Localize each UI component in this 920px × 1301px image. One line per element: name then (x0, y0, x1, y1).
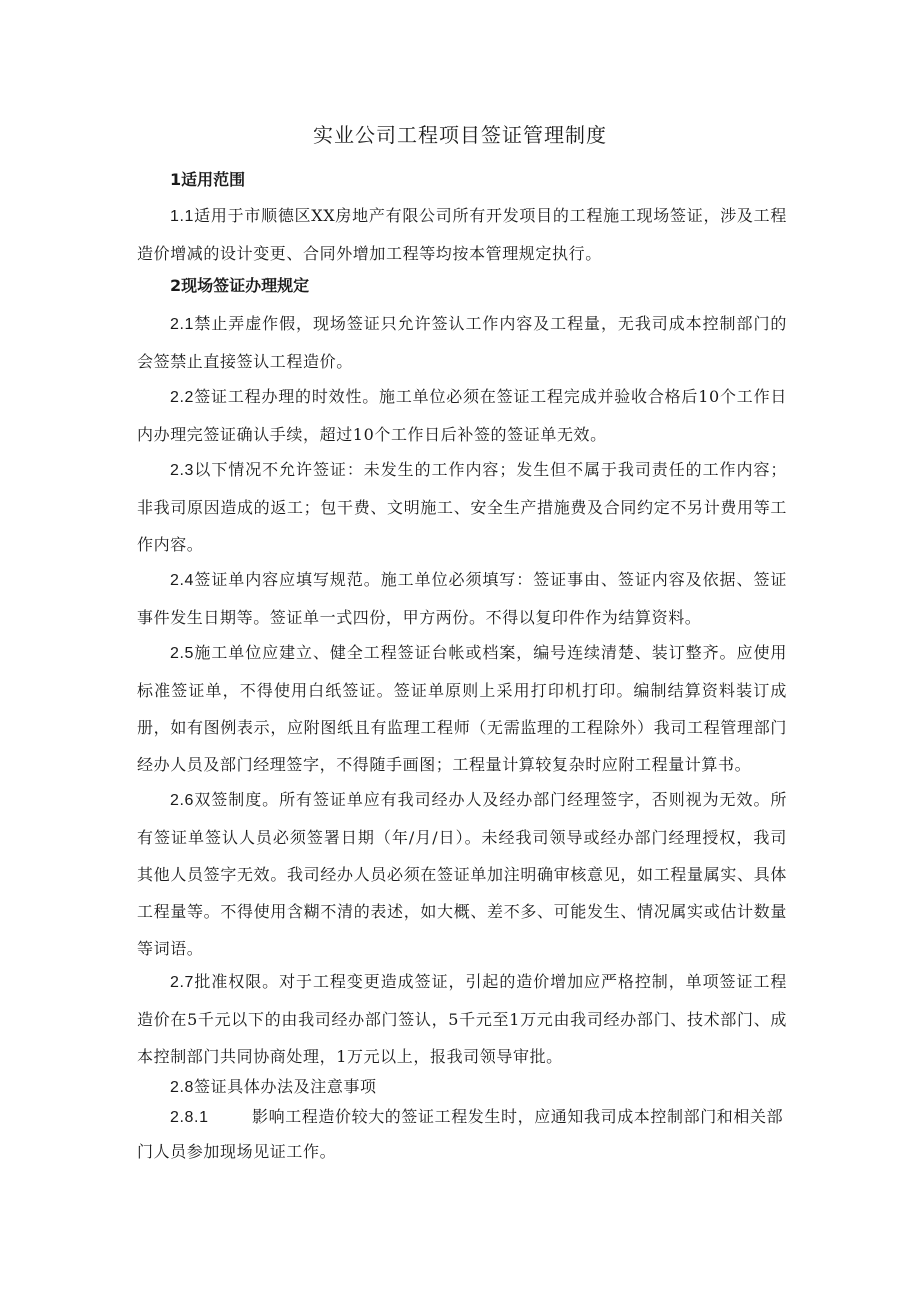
paragraph (137, 305, 787, 380)
paragraph-text: 适用于市顺德区XX房地产有限公司所有开发项目的工程施工现场签证，涉及工程造价增减的设计变更、合同外增加工程等均按本管理规定执行。 (137, 206, 787, 263)
paragraph-number: 2.1 (170, 316, 195, 333)
paragraph (137, 781, 787, 967)
paragraph-number: 2.2 (170, 389, 195, 406)
sub-item (137, 1100, 787, 1169)
paragraph (137, 561, 787, 636)
paragraph-text: 双签制度。所有签证单应有我司经办人及经办部门经理签字，否则视为无效。所有签证单签认人员必须签署日期（年/月/日）。未经我司领导或经办部门经理授权，我司其他人员签字无效。我司经办人员必须在签证单加注明确审核意见，如工程量属实、具体工程量等。不得使用含糊不清的表述，如大概、差不多、可能发生、情况属实或估计数量等词语。 (137, 790, 787, 958)
paragraph-text: 签证具体办法及注意事项 (194, 1077, 377, 1096)
paragraph (137, 197, 787, 272)
paragraph-text: 签证工程办理的时效性。施工单位必须在签证工程完成并验收合格后10个工作日内办理完签证确认手续，超过10个工作日后补签的签证单无效。 (137, 387, 787, 444)
section-heading: 2现场签证办理规定 (170, 276, 310, 295)
paragraph-number: 2.8 (170, 1079, 195, 1096)
paragraph-number: 1.1 (170, 208, 195, 225)
paragraph (137, 634, 787, 783)
section-heading: 1适用范围 (170, 170, 246, 189)
paragraph-text: 签证单内容应填写规范。施工单位必须填写：签证事由、签证内容及依据、签证事件发生日期等。签证单一式四份，甲方两份。不得以复印件作为结算资料。 (137, 570, 787, 627)
paragraph-number: 2.5 (170, 645, 195, 662)
paragraph-number: 2.6 (170, 792, 195, 809)
paragraph (137, 451, 787, 563)
paragraph-text: 施工单位应建立、健全工程签证台帐或档案，编号连续清楚、装订整齐。应使用标准签证单，不得使用白纸签证。签证单原则上采用打印机打印。编制结算资料装订成册，如有图例表示，应附图纸且有监理工程师（无需监理的工程除外）我司工程管理部门经办人员及部门经理签字，不得随手画图；工程量计算较复杂时应附工程量计算书。 (137, 643, 787, 774)
paragraph (137, 378, 787, 453)
document-title: 实业公司工程项目签证管理制度 (313, 123, 607, 147)
paragraph-text: 批准权限。对于工程变更造成签证，引起的造价增加应严格控制，单项签证工程造价在5千元以下的由我司经办部门签认，5千元至1万元由我司经办部门、技术部门、成本控制部门共同协商处理，1万元以上，报我司领导审批。 (137, 972, 787, 1066)
paragraph-number: 2.3 (170, 462, 195, 479)
sub-item-text: 影响工程造价较大的签证工程发生时，应通知我司成本控制部门和相关部门人员参加现场见证工作。 (137, 1107, 784, 1161)
sub-item-number: 2.8.1 (170, 1109, 209, 1126)
paragraph-number: 2.7 (170, 974, 195, 991)
paragraph (137, 963, 787, 1075)
paragraph-number: 2.4 (170, 572, 195, 589)
paragraph (137, 1072, 787, 1103)
paragraph-text: 以下情况不允许签证：未发生的工作内容；发生但不属于我司责任的工作内容；非我司原因造成的返工；包干费、文明施工、安全生产措施费及合同约定不另计费用等工作内容。 (137, 460, 787, 554)
paragraph-text: 禁止弄虚作假，现场签证只允许签认工作内容及工程量，无我司成本控制部门的会签禁止直接签认工程造价。 (137, 314, 787, 371)
